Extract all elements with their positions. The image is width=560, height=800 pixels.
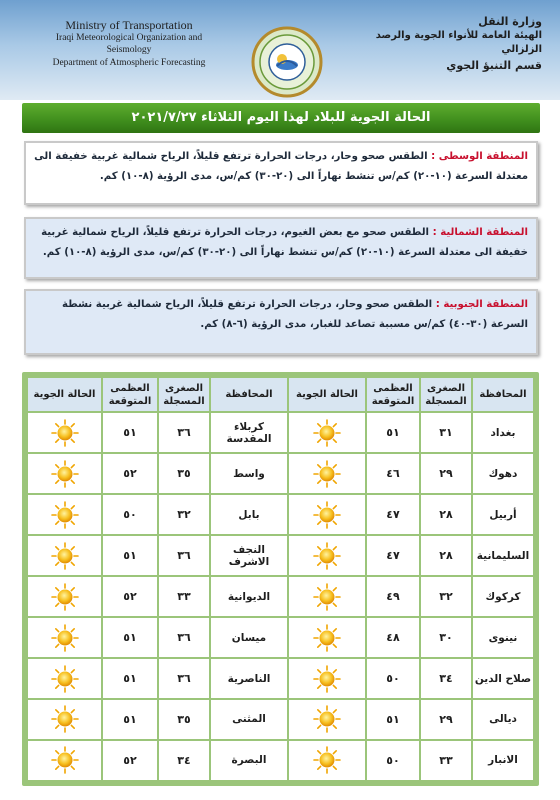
table-row — [28, 413, 533, 452]
max-temp: ٥٢ — [103, 741, 157, 780]
max-temp: ٥١ — [103, 700, 157, 739]
min-temp: ٣٦ — [159, 536, 209, 575]
province-name: نينوى — [473, 618, 533, 657]
province-name: دهوك — [473, 454, 533, 493]
sun-icon — [310, 704, 344, 734]
weather-cell — [28, 741, 101, 780]
sun-icon — [48, 704, 82, 734]
weather-cell — [289, 536, 365, 575]
max-temp: ٥١ — [367, 413, 419, 452]
ministry-name-en: Ministry of Transportation — [65, 18, 193, 32]
sun-icon — [310, 582, 344, 612]
province-name: ديالى — [473, 700, 533, 739]
sun-icon — [310, 500, 344, 530]
organization-name-ar: الهيئة العامة للأنواء الجوية والرصد الزلزالي — [375, 30, 542, 55]
weather-cell — [289, 495, 365, 534]
region-name: المنطقة الشمالية : — [432, 227, 528, 238]
weather-cell — [28, 618, 101, 657]
max-temp: ٥١ — [367, 700, 419, 739]
min-temp: ٣٦ — [159, 659, 209, 698]
min-temp: ٣٤ — [159, 741, 209, 780]
province-name: السليمانية — [473, 536, 533, 575]
table-header-row — [28, 378, 533, 411]
weather-cell — [289, 618, 365, 657]
weather-cell — [289, 454, 365, 493]
weather-cell — [28, 536, 101, 575]
english-header — [34, 18, 224, 70]
province-name: كربلاء المقدسة — [211, 413, 287, 452]
province-name: صلاح الدين — [473, 659, 533, 698]
table-row — [28, 495, 533, 534]
max-temp: ٤٨ — [367, 618, 419, 657]
province-name: كركوك — [473, 577, 533, 616]
ministry-name-ar: وزارة النقل — [478, 15, 542, 28]
weather-cell — [28, 413, 101, 452]
table-row — [28, 618, 533, 657]
min-temp: ٢٨ — [421, 495, 471, 534]
weather-cell — [289, 659, 365, 698]
min-temp: ٣٦ — [159, 618, 209, 657]
min-temp: ٣٥ — [159, 700, 209, 739]
min-temp: ٢٩ — [421, 454, 471, 493]
region-north — [24, 217, 538, 279]
header-min: الصغرى المسجلة — [421, 378, 471, 411]
sun-icon — [48, 745, 82, 775]
sun-icon — [310, 459, 344, 489]
min-temp: ٢٩ — [421, 700, 471, 739]
min-temp: ٣٣ — [421, 741, 471, 780]
region-central — [24, 141, 538, 205]
max-temp: ٤٩ — [367, 577, 419, 616]
sun-icon — [310, 418, 344, 448]
department-name-ar: قسم التنبؤ الجوي — [446, 59, 542, 72]
region-forecast-text: الطقس صحو مع بعض الغيوم، درجات الحرارة ترتفع قليلاً، الرياح شمالية غربية خفيفة الى معتدلة السرعة (١٠-٢٠) كم/س تنشط نهاراً الى (٢٠-٣٠) كم/س، مدى الرؤية (٨-١٠) كم. — [41, 227, 528, 258]
weather-cell — [28, 700, 101, 739]
province-name: ميسان — [211, 618, 287, 657]
min-temp: ٢٨ — [421, 536, 471, 575]
max-temp: ٥٠ — [103, 495, 157, 534]
sun-icon — [310, 664, 344, 694]
header-max: العظمى المتوقعة — [367, 378, 419, 411]
table-row — [28, 741, 533, 780]
province-name: الناصرية — [211, 659, 287, 698]
province-name: واسط — [211, 454, 287, 493]
min-temp: ٣٢ — [159, 495, 209, 534]
header-min: الصغرى المسجلة — [159, 378, 209, 411]
sun-icon — [48, 623, 82, 653]
table-row — [28, 536, 533, 575]
header-weather: الحالة الجوية — [289, 378, 365, 411]
weather-cell — [289, 413, 365, 452]
max-temp: ٥٢ — [103, 577, 157, 616]
max-temp: ٥١ — [103, 618, 157, 657]
province-name: بابل — [211, 495, 287, 534]
forecast-title: الحالة الجوية للبلاد لهذا اليوم الثلاثاء ٢٠٢١/٧/٢٧ — [22, 103, 540, 133]
sun-icon — [310, 623, 344, 653]
table-row — [28, 577, 533, 616]
max-temp: ٤٦ — [367, 454, 419, 493]
max-temp: ٥١ — [103, 536, 157, 575]
weather-cell — [289, 741, 365, 780]
province-name: أربيل — [473, 495, 533, 534]
table-row — [28, 454, 533, 493]
temperature-table-frame — [22, 372, 539, 786]
weather-cell — [28, 659, 101, 698]
max-temp: ٥٠ — [367, 659, 419, 698]
weather-cell — [289, 700, 365, 739]
table-row — [28, 700, 533, 739]
max-temp: ٥٢ — [103, 454, 157, 493]
arabic-header — [367, 14, 542, 74]
region-south — [24, 289, 538, 355]
sun-icon — [48, 664, 82, 694]
header-province: المحافظة — [473, 378, 533, 411]
max-temp: ٥١ — [103, 659, 157, 698]
page-header — [0, 0, 560, 100]
province-name: بغداد — [473, 413, 533, 452]
max-temp: ٤٧ — [367, 536, 419, 575]
region-forecast-text: الطقس صحو وحار، درجات الحرارة ترتفع قليلاً، الرياح شمالية غربية نشطة السرعة (٣٠-٤٠) كم/س مسببة تصاعد للغبار، مدى الرؤية (٦-٨) كم. — [61, 299, 528, 330]
min-temp: ٣٥ — [159, 454, 209, 493]
weather-cell — [289, 577, 365, 616]
weather-cell — [28, 454, 101, 493]
province-name: المثنى — [211, 700, 287, 739]
min-temp: ٣١ — [421, 413, 471, 452]
table-row — [28, 659, 533, 698]
weather-cell — [28, 577, 101, 616]
region-name: المنطقة الجنوبية : — [435, 299, 528, 310]
min-temp: ٣٠ — [421, 618, 471, 657]
sun-icon — [310, 745, 344, 775]
sun-icon — [48, 500, 82, 530]
sun-icon — [48, 541, 82, 571]
max-temp: ٥٠ — [367, 741, 419, 780]
max-temp: ٤٧ — [367, 495, 419, 534]
max-temp: ٥١ — [103, 413, 157, 452]
organization-name-en: Iraqi Meteorological Organization and Seismology — [55, 33, 203, 55]
region-name: المنطقة الوسطى : — [431, 151, 528, 162]
header-max: العظمى المتوقعة — [103, 378, 157, 411]
province-name: البصرة — [211, 741, 287, 780]
temperature-table — [26, 376, 535, 782]
sun-icon — [48, 418, 82, 448]
sun-icon — [48, 582, 82, 612]
header-weather: الحالة الجوية — [28, 378, 101, 411]
header-province: المحافظة — [211, 378, 287, 411]
min-temp: ٣٦ — [159, 413, 209, 452]
province-name: الديوانية — [211, 577, 287, 616]
sun-icon — [310, 541, 344, 571]
province-name: النجف الاشرف — [211, 536, 287, 575]
region-forecast-text: الطقس صحو وحار، درجات الحرارة ترتفع قليلاً، الرياح شمالية غربية خفيفة الى معتدلة السرعة (١٠-٢٠) كم/س تنشط نهاراً الى (٢٠-٣٠) كم/س، مدى الرؤية (٨-١٠) كم. — [34, 151, 528, 182]
min-temp: ٣٣ — [159, 577, 209, 616]
province-name: الانبار — [473, 741, 533, 780]
organization-logo-icon — [251, 26, 323, 98]
sun-icon — [48, 459, 82, 489]
min-temp: ٣٢ — [421, 577, 471, 616]
department-name-en: Department of Atmospheric Forecasting — [52, 58, 206, 68]
min-temp: ٣٤ — [421, 659, 471, 698]
weather-cell — [28, 495, 101, 534]
